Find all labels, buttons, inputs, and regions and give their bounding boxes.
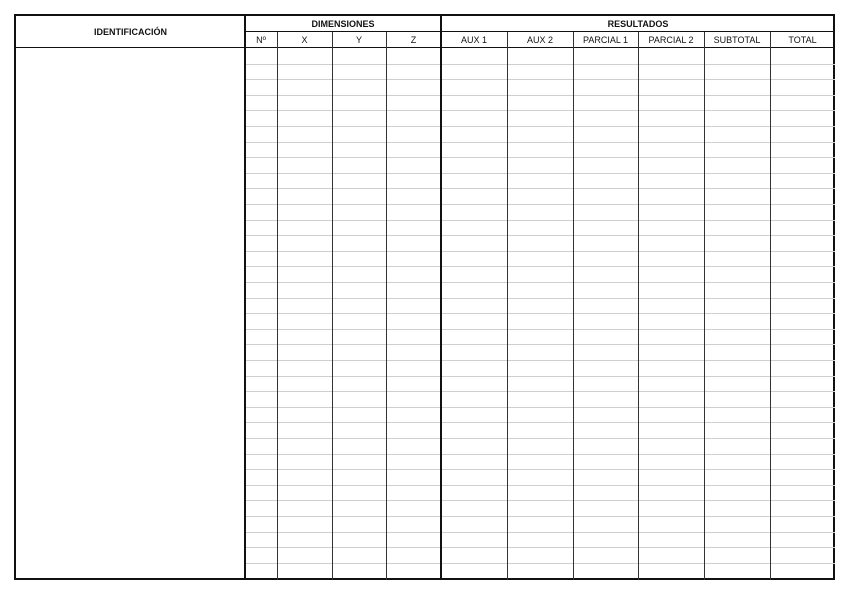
- header-group-resultados: RESULTADOS: [607, 18, 669, 29]
- divider-col-n: [277, 32, 278, 580]
- divider-identificacion: [244, 16, 246, 580]
- header-col-aux1: AUX 1: [460, 34, 487, 45]
- table-row: [245, 376, 835, 377]
- table-row: [245, 391, 835, 392]
- header-col-n: Nº: [256, 34, 266, 45]
- table-row: [245, 547, 835, 548]
- table-body: [245, 48, 835, 580]
- table-row: [245, 360, 835, 361]
- table-row: [245, 422, 835, 423]
- table-row: [245, 266, 835, 267]
- table-row: [245, 485, 835, 486]
- header-col-x: X: [301, 34, 308, 45]
- table-row: [245, 313, 835, 314]
- table-row: [245, 500, 835, 501]
- header-col-parcial1: PARCIAL 1: [582, 34, 629, 45]
- table-row: [245, 64, 835, 65]
- table-row: [245, 282, 835, 283]
- table-row: [245, 110, 835, 111]
- header-identificacion: IDENTIFICACIÓN: [94, 26, 167, 37]
- table-row: [245, 204, 835, 205]
- divider-parcial1: [638, 32, 639, 580]
- table-row: [245, 157, 835, 158]
- table-row: [245, 126, 835, 127]
- table-row: [245, 142, 835, 143]
- divider-aux1: [507, 32, 508, 580]
- table-row: [245, 173, 835, 174]
- table-row: [245, 407, 835, 408]
- table-row: [245, 438, 835, 439]
- measurement-sheet: [14, 14, 835, 580]
- table-row: [245, 344, 835, 345]
- table-row: [245, 251, 835, 252]
- header-col-parcial2: PARCIAL 2: [648, 34, 694, 45]
- table-row: [245, 220, 835, 221]
- table-row: [245, 79, 835, 80]
- table-row: [245, 95, 835, 96]
- table-row: [245, 235, 835, 236]
- table-row: [245, 188, 835, 189]
- header-group-dimensiones: DIMENSIONES: [311, 18, 375, 29]
- group-header-line: [245, 31, 835, 32]
- header-col-z: Z: [410, 34, 417, 45]
- table-row: [245, 516, 835, 517]
- table-row: [245, 454, 835, 455]
- header-col-y: Y: [355, 34, 362, 45]
- divider-aux2: [573, 32, 574, 580]
- divider-dimensiones-resultados: [440, 16, 442, 580]
- table-row: [245, 532, 835, 533]
- header-col-subtotal: SUBTOTAL: [713, 34, 761, 45]
- header-col-aux2: AUX 2: [526, 34, 553, 45]
- table-row: [245, 469, 835, 470]
- divider-col-x: [332, 32, 333, 580]
- divider-col-y: [386, 32, 387, 580]
- divider-parcial2: [704, 32, 705, 580]
- table-row: [245, 329, 835, 330]
- table-row: [245, 298, 835, 299]
- table-row: [245, 563, 835, 564]
- divider-subtotal: [770, 32, 771, 580]
- header-col-total: TOTAL: [788, 34, 817, 45]
